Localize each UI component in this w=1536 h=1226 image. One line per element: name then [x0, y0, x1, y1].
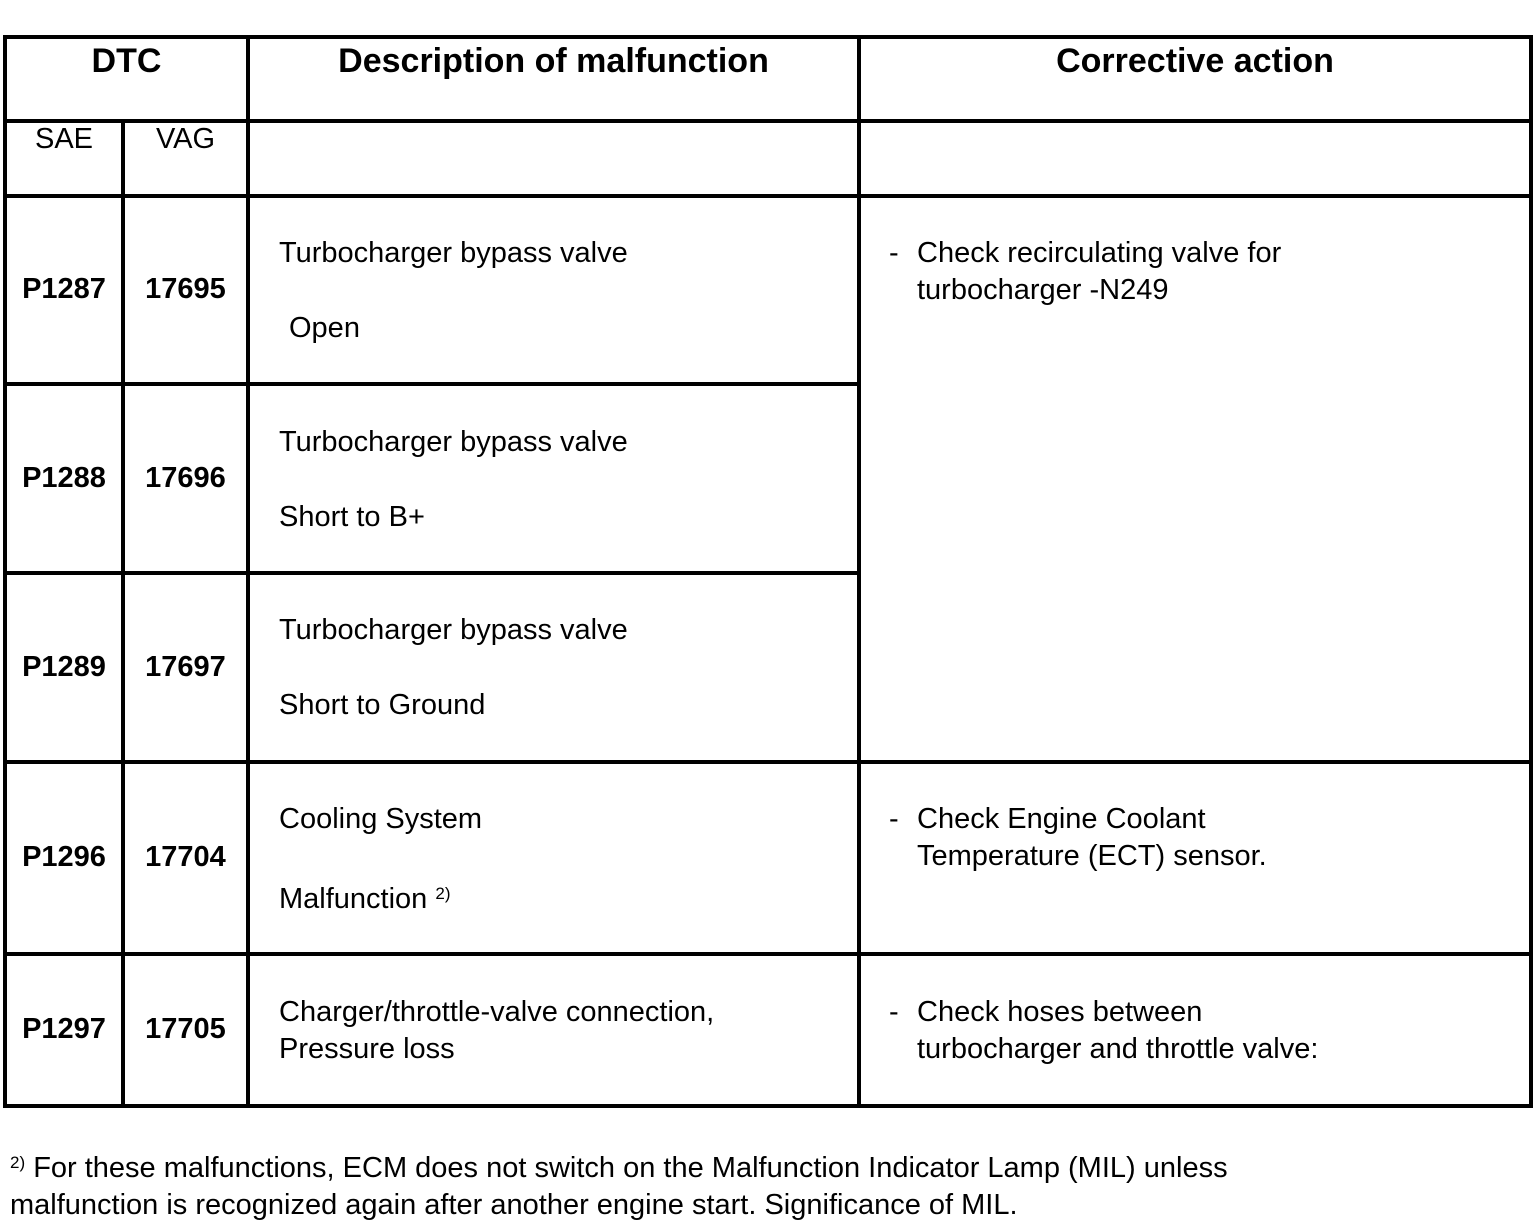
- action-recirculating-valve: [889, 235, 1509, 315]
- rule-dtc-desc: [246, 35, 250, 1108]
- row3-sae-code: P1289: [22, 651, 106, 683]
- footnote-line2: malfunction is recognized again after another engine start. Significance of MIL.: [10, 1189, 1018, 1221]
- header-corrective-action: Corrective action: [1056, 42, 1334, 80]
- row5-desc-line2: Pressure loss: [279, 1033, 455, 1065]
- table-border-right: [1529, 35, 1533, 1108]
- row3-vag-code: 17697: [145, 651, 226, 683]
- row4-desc-line1: Cooling System: [279, 803, 483, 835]
- footnote: [10, 1150, 1228, 1224]
- action1-line2: turbocharger -N249: [917, 274, 1169, 306]
- header-dtc: DTC: [91, 42, 162, 80]
- footnote-line1: [10, 1150, 1228, 1187]
- row2-sae-code: P1288: [22, 462, 106, 494]
- row4-sae-code: P1296: [22, 841, 106, 873]
- action1-dash: -: [889, 237, 899, 269]
- header-sae: SAE: [34, 123, 94, 155]
- row2-vag-code: 17696: [145, 462, 226, 494]
- row5-sae-code: P1297: [22, 1013, 106, 1045]
- action-check-hoses: [889, 994, 1509, 1074]
- row4-desc-line2: [279, 881, 451, 918]
- action-ect-sensor: [889, 801, 1509, 881]
- table-border-bottom: [3, 1104, 1533, 1108]
- action2-line2: Temperature (ECT) sensor.: [917, 840, 1267, 872]
- row1-desc-line1: Turbocharger bypass valve: [279, 237, 628, 269]
- row2-desc-line2: Short to B+: [279, 501, 425, 533]
- row2-desc-line1: Turbocharger bypass valve: [279, 426, 628, 458]
- rule-row3-bottom: [3, 760, 1533, 764]
- rule-desc-action: [857, 35, 861, 1108]
- row4-vag-code: 17704: [145, 841, 226, 873]
- action1-line1: Check recirculating valve for: [917, 237, 1282, 269]
- rule-row2-bottom: [3, 571, 860, 575]
- action3-line2: turbocharger and throttle valve:: [917, 1033, 1319, 1065]
- action2-line1: Check Engine Coolant: [917, 803, 1206, 835]
- rule-sae-vag: [121, 119, 125, 1108]
- row3-desc-line1: Turbocharger bypass valve: [279, 614, 628, 646]
- rule-row4-bottom: [3, 952, 1533, 956]
- action2-dash: -: [889, 803, 899, 835]
- row4-desc-line2-text: Malfunction: [279, 883, 428, 915]
- row5-vag-code: 17705: [145, 1013, 226, 1045]
- header-description: Description of malfunction: [338, 42, 769, 80]
- rule-row1-bottom: [3, 382, 860, 386]
- header-vag: VAG: [155, 123, 216, 155]
- table-border-top: [3, 35, 1533, 39]
- action3-line1: Check hoses between: [917, 996, 1203, 1028]
- footnote-line1-text: For these malfunctions, ECM does not switch on the Malfunction Indicator Lamp (MIL) unless: [33, 1152, 1228, 1184]
- row1-sae-code: P1287: [22, 273, 106, 305]
- row3-desc-line2: Short to Ground: [279, 689, 486, 721]
- footnote-ref: 2): [435, 884, 451, 903]
- row1-vag-code: 17695: [145, 273, 226, 305]
- action3-dash: -: [889, 996, 899, 1028]
- footnote-marker: 2): [10, 1153, 26, 1172]
- row5-desc-line1: Charger/throttle-valve connection,: [279, 996, 715, 1028]
- table-border-left: [3, 35, 7, 1108]
- row1-desc-line2: Open: [289, 312, 360, 344]
- rule-subheader-bottom: [3, 194, 1533, 198]
